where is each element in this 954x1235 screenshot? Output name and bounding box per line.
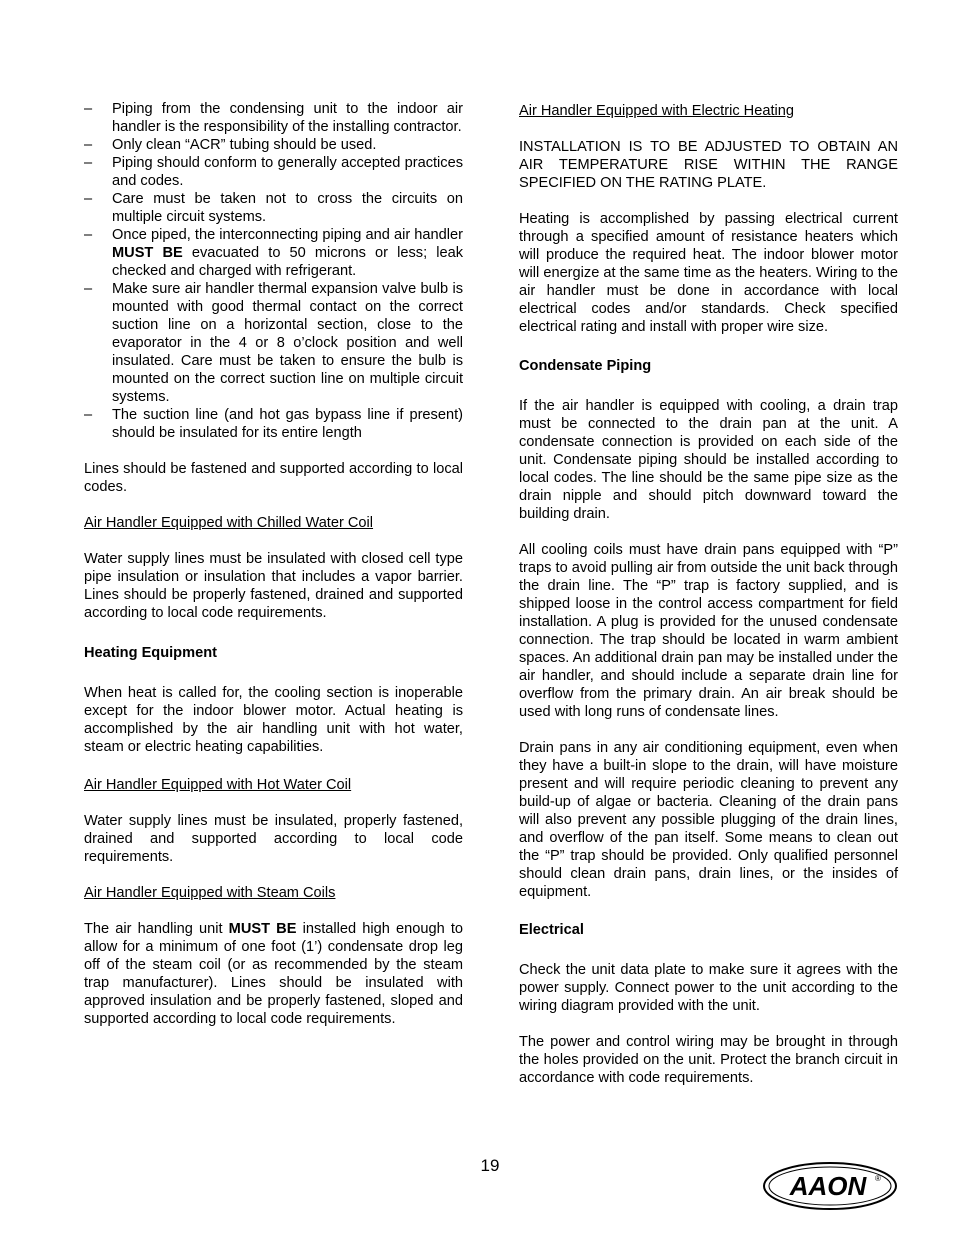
dash-marker: – (84, 137, 93, 153)
right-column (519, 100, 898, 1087)
logo-wordmark: AAON (789, 1171, 867, 1201)
condensate-paragraph-3: Drain pans in any air conditioning equipment, even when they have a built-in slope to the drain, will have moisture present and will require periodic cleaning to prevent any build-up of algae or bacteria. Cleaning of the drain pans will also prevent any possible plugging of the drain lines, and overflow of the pan itself. Some means to clean out the “P” trap should be provided. Only qualified personnel should clean drain pans, drain lines, or the insides of equipment. (519, 740, 898, 900)
page-number: 19 (480, 1156, 500, 1175)
hot-water-paragraph: Water supply lines must be insulated, properly fastened, drained and supported according to local code requirements. (84, 813, 463, 865)
heating-equipment-paragraph: When heat is called for, the cooling section is inoperable except for the indoor blower motor. Actual heating is accomplished by the air handling unit with hot water, steam or electric heating capabilities. (84, 685, 463, 755)
dash-marker: – (84, 101, 93, 117)
chilled-water-paragraph: Water supply lines must be insulated with closed cell type pipe insulation or insulation that includes a vapor barrier. Lines should be properly fastened, drained and supported according to local code requirements. (84, 551, 463, 621)
left-column (84, 100, 463, 1028)
list-item: – The suction line (and hot gas bypass line if present) should be insulated for its entire length (84, 407, 463, 441)
emphasis-text: MUST BE (112, 245, 183, 261)
condensate-paragraph-1: If the air handler is equipped with cooling, a drain trap must be connected to the drain pan at the unit. A condensate connection is provided on each side of the unit. Condensate piping should be installed according to local codes. The line should be the same pipe size as the drain nipple and should pitch downward toward the building drain. (519, 398, 898, 522)
heating-equipment-heading: Heating Equipment (84, 645, 217, 661)
emphasis-text: MUST BE (228, 921, 297, 937)
list-item: – Piping should conform to generally accepted practices and codes. (84, 155, 463, 189)
dash-marker: – (84, 191, 93, 207)
list-item: – Once piped, the interconnecting piping and air handler MUST BE evacuated to 50 microns or less; leak checked and charged with refrigerant. (84, 227, 464, 279)
electrical-paragraph-1: Check the unit data plate to make sure it agrees with the power supply. Connect power to the unit according to the wiring diagram provided with the unit. (519, 962, 898, 1014)
dash-marker: – (84, 407, 93, 423)
electric-heating-heading: Air Handler Equipped with Electric Heating (519, 103, 794, 119)
aaon-logo-icon (762, 1160, 900, 1212)
dash-marker: – (84, 155, 93, 171)
steam-coils-heading: Air Handler Equipped with Steam Coils (84, 885, 336, 901)
dash-marker: – (84, 281, 93, 297)
dash-marker: – (84, 227, 93, 243)
list-item: – Only clean “ACR” tubing should be used. (84, 137, 377, 153)
steam-coils-paragraph: The air handling unit MUST BE installed high enough to allow for a minimum of one foot (1’) condensate drop leg off of the steam coil (or as recommended by the steam trap manufacturer). Lines should be insulated with approved insulation and be properly fastened, sloped and supported according to local code requirements. (84, 921, 464, 1027)
lines-paragraph: Lines should be fastened and supported according to local codes. (84, 461, 463, 495)
condensate-piping-heading: Condensate Piping (519, 358, 652, 374)
chilled-water-heading: Air Handler Equipped with Chilled Water Coil (84, 515, 374, 531)
hot-water-heading: Air Handler Equipped with Hot Water Coil (84, 777, 352, 793)
electrical-paragraph-2: The power and control wiring may be brought in through the holes provided on the unit. Protect the branch circuit in accordance with code requirements. (519, 1034, 898, 1086)
electrical-heading: Electrical (519, 922, 584, 938)
list-item: – Make sure air handler thermal expansion valve bulb is mounted with good thermal contact on the correct suction line on a horizontal section, close to the evaporator in the 4 or 8 o’clock position and well insulated. Care must be taken to ensure the bulb is mounted on the correct suction line on multiple circuit systems. (84, 281, 463, 405)
registered-mark: ® (875, 1174, 881, 1183)
list-item: – Care must be taken not to cross the circuits on multiple circuit systems. (84, 191, 463, 225)
electric-heating-paragraph: Heating is accomplished by passing electrical current through a specified amount of resistance heaters which will produce the required heat. The indoor blower motor will energize at the same time as the heaters. Wiring to the air handler must be done in accordance with local electrical codes and/or standards. Check specified electrical rating and install with proper wire size. (519, 211, 898, 335)
list-item: – Piping from the condensing unit to the indoor air handler is the responsibility of the installing contractor. (84, 101, 463, 135)
electric-heating-caps-paragraph: INSTALLATION IS TO BE ADJUSTED TO OBTAIN AN AIR TEMPERATURE RISE WITHIN THE RANGE SPECIFIED ON THE RATING PLATE. (519, 139, 898, 191)
aaon-logo (762, 1160, 900, 1217)
piping-bullet-list (84, 100, 463, 442)
condensate-paragraph-2: All cooling coils must have drain pans equipped with “P” traps to avoid pulling air from outside the unit back through the drain line. The “P” trap is factory supplied, and is shipped loose in the control access compartment for field installation. A plug is provided for the unused condensate connection. The trap should be located in warm ambient spaces. An additional drain pan may be installed under the air handler, and should include a separate drain line for overflow from the primary drain. An air break should be used with long runs of condensate lines. (519, 542, 898, 720)
